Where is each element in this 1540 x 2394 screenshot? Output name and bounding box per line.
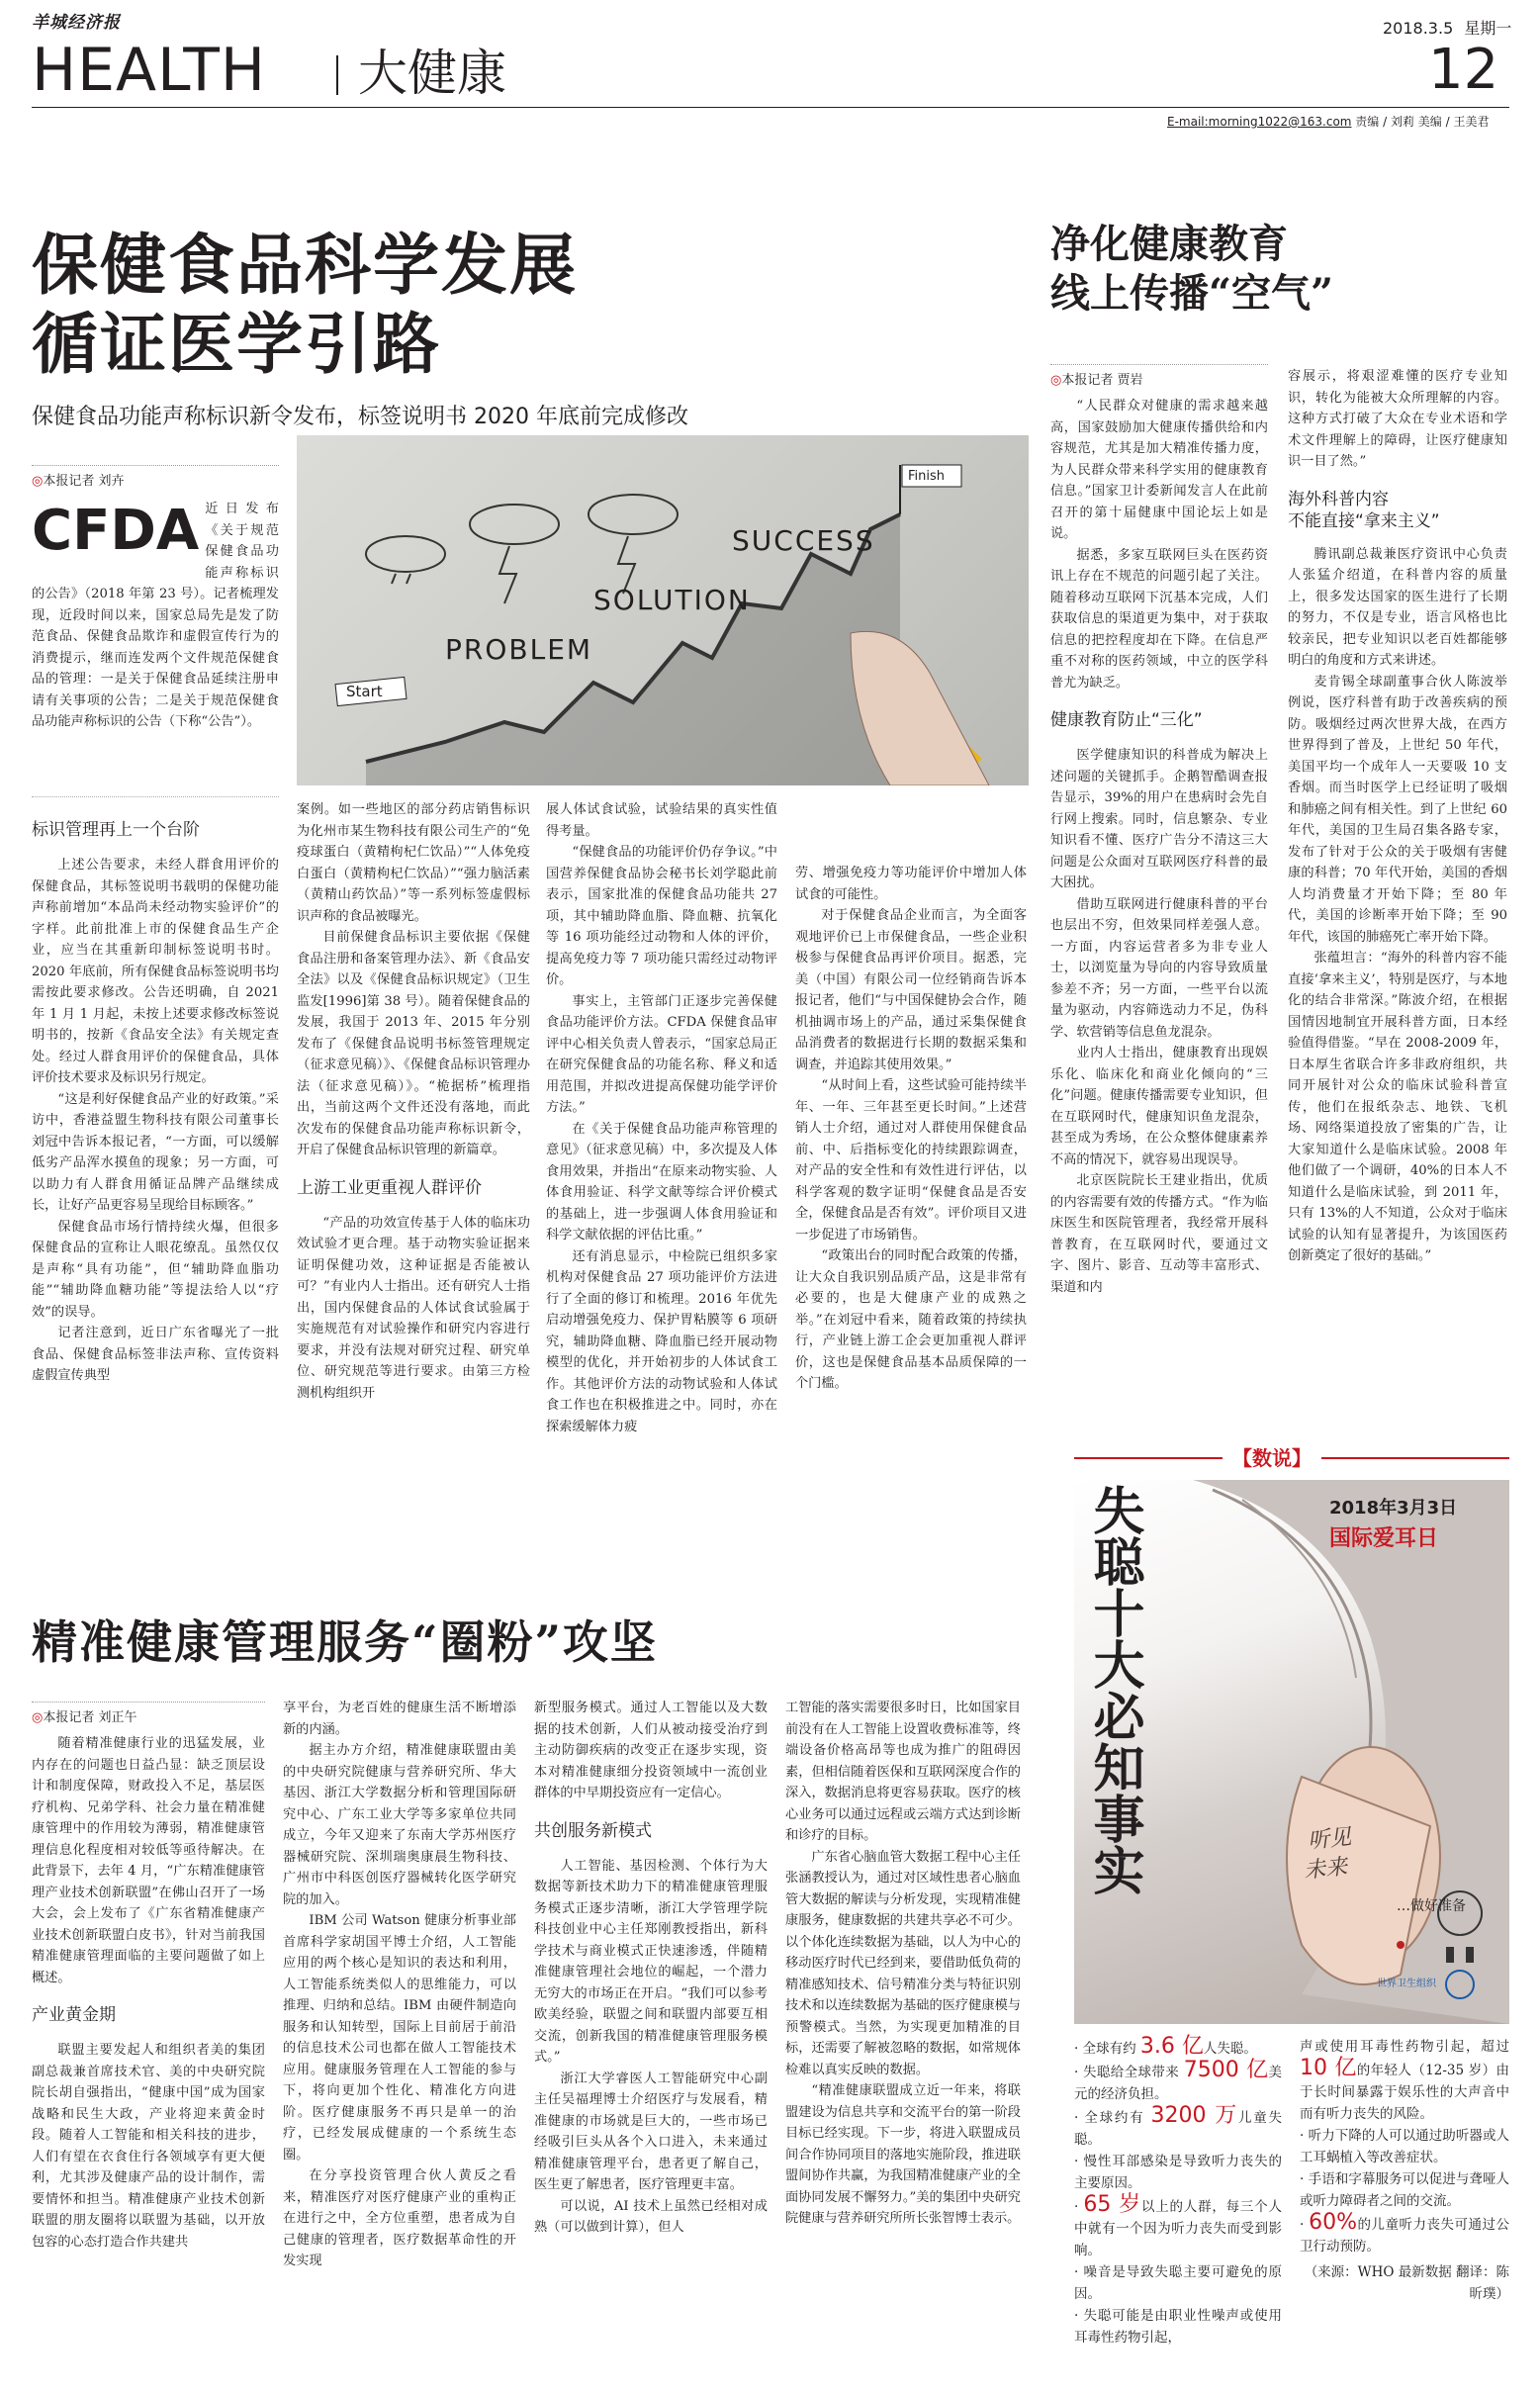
fact-item: · 慢性耳部感染是导致听力丧失的主要原因。 <box>1074 2154 1282 2191</box>
editors-text: 责编 / 刘莉 美编 / 王美君 <box>1355 115 1490 129</box>
section-cn: 大健康 <box>358 45 506 102</box>
issue-date <box>1383 16 1511 39</box>
fact-item: · 失聪可能是由职业性噪声或使用耳毒性药物引起， <box>1074 2308 1282 2346</box>
infobox <box>1074 1444 1509 2394</box>
fact-item: · 65 岁以上的人群，每三个人中就有一个因为听力丧失而受到影响。 <box>1074 2192 1282 2258</box>
byline-dot-icon: ◎ <box>32 1710 44 1725</box>
infobox-title: 失聪十大必知事实 <box>1084 1484 1144 1895</box>
infobox-event: 国际爱耳日 <box>1329 1526 1439 1551</box>
article3-col4: 工智能的落实需要很多时日，比如国家目前没有在人工智能上设置收费标准等，终端设备价格高昂等也成为推广的阻碍因素，但相信随着医保和互联网深度合作的深入，数据消息将更容易获取。医疗的核心业务可以通过远程或云端方式达到诊断和诊疗的目标。 广东省心脑血管大数据工程中心主任张涵教授认为，通过对区域性患者心脑血管大数据的解读与分析发现，实现精准健康服务，健康数据的共建共享必不可少。以个体化连续数据为基础，以人为中心的移动医疗时代已经到来，要借助低负荷的精准感知技术、信号精准分类与特征识别技术和以连续数据为基础的医疗健康模与预警模式。当然，为实现更加精准的目标，还需要了解被忽略的数据，如常规体检难以真实反映的数据。 “精准健康联盟成立近一年来，将联盟建设为信息共享和交流平台的第一阶段目标已经实现。下一步，将进入联盟成员间合作协同项目的落地实施阶段，推进联盟间协作共赢，为我国精准健康产业的全面协同发展不懈努力。”美的集团中央研究院健康与营养研究所所长张智博士表示。 <box>785 1701 1021 2226</box>
article1-title-line1: 保健食品科学发展 <box>32 226 578 304</box>
article1-rule <box>32 796 279 797</box>
article2-title <box>1050 220 1505 319</box>
weekday-text: 星期一 <box>1464 19 1512 38</box>
article1-col4: 劳、增强免疫力等功能评价中增加人体试食的可能性。 对于保健食品企业而言，为全面客观地评价已上市保健食品，一些企业积极参与保健食品再评价项目。据悉，完美（中国）有限公司一位经销商告诉本报记者，他们“与中国保健协会合作，随机抽调市场上的产品，通过采集保健食品消费者的数据进行长期的数据采集和调查，并追踪其使用效果。” “从时间上看，这些试验可能持续半年、一年、三年甚至更长时间。”上述营销人士介绍，通过对人群使用保健食品前、中、后指标变化的持续跟踪调查，对产品的安全性和有效性进行评估，以科学客观的数字证明“保健食品是否安全，保健食品是否有效”。评价项目又进一步促进了市场销售。 “政策出台的同时配合政策的传播，让大众自我识别品质产品，这是非常有必要的，也是大健康产业的成熟之举。”在刘冠中看来，随着政策的持续执行，产业链上游工企会更加重视人群评价，这也是保健食品基本品质保障的一个门槛。 <box>795 866 1027 1391</box>
date-text: 2018.3.5 <box>1383 19 1454 38</box>
fact-item: 声或使用耳毒性药物引起，超过 10 亿的年轻人（12-35 岁）由于长时间暴露于娱乐性的大声音中而有听力丧失的风险。 <box>1300 2039 1509 2122</box>
masthead-rule <box>32 107 1509 108</box>
lead-text: 近日发布《关于规范保健食品功能声称标识的公告》（2018 年第 23 号）。记者梳理发现，近段时间以来，国家总局先是发了防范食品、保健食品欺诈和虚假宣传行为的消费提示，继而连发两个文件规范保健食品的管理：一是关于保健食品延续注册申请有关事项的公告；二是关于规范保健食品功能声称标识的公告（下称“公告”）。 <box>32 502 279 729</box>
section-divider <box>336 55 338 95</box>
infobox-tag-bar <box>1074 1444 1509 1472</box>
hand-text-3: …做好准备 <box>1397 1898 1466 1914</box>
hand-text-1: 听见 <box>1307 1824 1353 1855</box>
article3-byline: ◎本报记者 刘正午 <box>32 1702 265 1725</box>
fact-item: · 全球有约 3.6 亿人失聪。 <box>1074 2034 1257 2059</box>
article2-title-line2: 线上传播“空气” <box>1050 270 1334 317</box>
infobox-tag: 【数说】 <box>1223 1444 1321 1472</box>
article2-colB: 容展示，将艰涩难懂的医疗专业知识，转化为能被大众所理解的内容。这种方式打破了大众在专业术语和学术文件理解上的障碍，让医疗健康知识一目了然。” 海外科普内容 不能直接“拿来主义” 腾讯副总裁兼医疗资讯中心负责人张猛介绍道，在科普内容的质量上，很多发达国家的医生进行了长期的努力，不仅是专业，语言风格也比较亲民，把专业知识以老百姓都能够明白的角度和方式来讲述。 麦肯锡全球副董事合伙人陈波举例说，医疗科普有助于改善疾病的预防。吸烟经过两次世界大战，在西方世界得到了普及，上世纪 50 年代，美国平均一个成年人一天要吸 10 支香烟。而当时医学上已经证明了吸烟和肺癌之间有相关性。到了上世纪 60 年代，美国的卫生局召集各路专家，发布了针对于公众的关于吸烟有害健康的科普；70 年代开始，美国的香烟人均消费量才开始下降；至 80 年代，美国的诊断率开始下降；至 90 年代，该国的肺癌死亡率开始下降。 张蕴坦言：“海外的科普内容不能直接‘拿来主义’，特别是医疗，与本地化的结合非常深。”陈波介绍，在根据国情因地制宜开展科普方面，日本经验值得借鉴。“早在 2008-2009 年，日本厚生省联合许多非政府组织，共同开展针对公众的临床试验科普宣传，他们在报纸杂志、地铁、飞机场、网络渠道投放了密集的广告，让大家知道什么是临床试验。2008 年他们做了一个调研，40%的日本人不知道什么是临床试验，到 2011 年，只有 13%的人不知道，公众对于临床试验的认知有显著提升，为该国医药创新奠定了很好的基础。” <box>1288 369 1507 1263</box>
img-word-finish: Finish <box>908 469 946 484</box>
article1-title <box>32 226 645 384</box>
byline-dot-icon: ◎ <box>32 474 44 489</box>
dropcap: CFDA <box>32 499 200 563</box>
hand-text-2: 未来 <box>1303 1854 1349 1885</box>
infobox-photo <box>1074 1480 1509 2024</box>
infobox-facts-left <box>1074 2036 1282 2348</box>
infobox-source: （来源：WHO 最新数据 翻译：陈昕璞） <box>1304 2264 1509 2302</box>
article1-title-line2: 循证医学引路 <box>32 305 441 383</box>
article1-col1: 标识管理再上一个台阶 上述公告要求，未经人群食用评价的保健食品，其标签说明书载明的保健功能声称前增加“本品尚未经动物实验评价”的字样。此前批准上市的保健食品生产企业，应当在其重新印制标签说明书时。2020 年底前，所有保健食品标签说明书均需按此要求修改。公告还明确，自 2021 年 1 月 1 月起，未按上述要求修改标签说明书的，按新《食品安全法》有关规定查处。经过人群食用评价的保健食品，具体评价技术要求及标识另行规定。 “这是利好保健食品产业的好政策。”采访中，香港益盟生物科技有限公司董事长刘冠中告诉本报记者，“一方面，可以缓解低劣产品浑水摸鱼的现象；另一方面，可以助力有人群食用循证品牌产品继续成长，让好产品更容易呈现给目标顾客。” 保健食品市场行情持续火爆，但很多保健食品的宣称让人眼花缭乱。虽然仅仅是声称“具有功能”，但“辅助降血脂功能”“辅助降血糖功能”等提法给人以“疗效”的误导。 记者注意到，近日广东省曝光了一批食品、保健食品标签非法声称、宣传资料虚假宣传典型 <box>32 820 279 1383</box>
article2-colA: “人民群众对健康的需求越来越高，国家鼓励加大健康传播供给和内容规范，尤其是加大精准传播力度，为人民群众带来科学实用的健康教育信息。”国家卫计委新闻发言人在此前召开的第十届健康中国论坛上如是说。 据悉，多家互联网巨头在医药资讯上存在不规范的问题引起了关注。随着移动互联网下沉基本完成，人们获取信息的渠道更为集中，对于获取信息的把控程度却在下降。在信息严重不对称的医药领域，中立的医学科普尤为缺乏。 健康教育防止“三化” 医学健康知识的科普成为解决上述问题的关键抓手。企鹅智酷调查报告显示，39%的用户在患病时会先自行网上搜索。同时，信息繁杂、专业知识看不懂、医疗广告分不清这三大问题是公众面对互联网医疗科普的最大困扰。 借助互联网进行健康科普的平台也层出不穷，但效果同样差强人意。一方面，内容运营者多为非专业人士，以浏览量为导向的内容导致质量参差不齐；另一方面，一些平台以流量为驱动，内容筛选动力不足，伪科学、软营销等信息鱼龙混杂。 业内人士指出，健康教育出现娱乐化、临床化和商业化倾向的“三化”问题。健康传播需要专业知识，但在互联网时代，健康知识鱼龙混杂，甚至成为秀场，在公众整体健康素养不高的情况下，就容易出现误导。 北京医院院长王建业指出，优质的内容需要有效的传播方式。“作为临床医生和医院管理者，我经常开展科普教育，在互联网时代，要通过文字、图片、影音、互动等丰富形式、渠道和内 <box>1050 399 1268 1295</box>
infobox-date: 2018年3月3日 <box>1329 1498 1458 1519</box>
article2-title-line1: 净化健康教育 <box>1050 221 1288 267</box>
byline-dot-icon: ◎ <box>1050 373 1062 388</box>
fact-item: · 手语和字幕服务可以促进与聋哑人或听力障碍者之间的交流。 <box>1300 2171 1510 2209</box>
page-number: 12 <box>1428 38 1499 102</box>
article3-subhead-1: 产业黄金期 <box>32 2005 116 2025</box>
img-word-problem: PROBLEM <box>445 633 593 666</box>
fact-item: · 失聪给全球带来 7500 亿美元的经济负担。 <box>1074 2058 1282 2102</box>
img-word-start: Start <box>346 683 383 700</box>
article2-subhead-1: 健康教育防止“三化” <box>1050 710 1203 730</box>
img-word-success: SUCCESS <box>732 524 875 557</box>
infobox-facts-right <box>1300 2036 1509 2305</box>
masthead <box>0 0 1540 129</box>
article2-byline: ◎本报记者 贾岩 <box>1050 364 1268 388</box>
article3-col3: 新型服务模式。通过人工智能以及大数据的技术创新，人们从被动接受治疗到主动防御疾病的改变正在逐步实现，资本对精准健康细分投资领域中一流创业群体的中早期投资应有一定信心。 共创服务新模式 人工智能、基因检测、个体行为大数据等新技术助力下的精准健康管理服务模式正逐步清晰，浙江大学管理学院科技创业中心主任郑刚教授指出，新科学技术与商业模式正快速渗透，伴随精准健康管理社会地位的崛起，一个潜力无穷大的市场正在开启。“我们可以参考欧美经验，联盟之间和联盟内部要互相交流，创新我国的精准健康管理服务模式。” 浙江大学睿医人工智能研究中心副主任吴福理博士介绍医疗与发展看，精准健康的市场就是巨大的，一些市场已经吸引巨头从各个入口进入，未来通过精准健康管理平台，患者更了解自己，医生更了解患者，医疗管理更丰富。 可以说，AI 技术上虽然已经相对成熟（可以做到计算），但人 <box>534 1701 768 2235</box>
fact-item: · 60%的儿童听力丧失可通过公卫行动预防。 <box>1300 2210 1509 2255</box>
who-label: 世界卫生组织 <box>1377 1979 1436 1989</box>
article1-subhead-2: 上游工业更重视人群评价 <box>297 1177 482 1198</box>
newspaper-logo: 羊城经济报 <box>32 13 121 33</box>
article1-subtitle: 保健食品功能声称标识新令发布，标签说明书 2020 年底前完成修改 <box>32 405 688 429</box>
img-word-solution: SOLUTION <box>593 584 751 616</box>
article1-subhead-1: 标识管理再上一个台阶 <box>32 820 200 840</box>
article3-subhead-2: 共创服务新模式 <box>534 1820 652 1841</box>
fact-item: · 噪音是导致失聪主要可避免的原因。 <box>1074 2264 1282 2302</box>
article3-col2: 享平台，为老百姓的健康生活不断增添新的内涵。 据主办方介绍，精准健康联盟由美的中央研究院健康与营养研究所、华大基因、浙江大学数据分析和管理国际研究中心、广东工业大学等多家单位共同成立，今年又迎来了东南大学苏州医疗器械研究院、深圳瑞奥康晨生物科技、广州市中科医创医疗器械转化医学研究院的加入。 IBM 公司 Watson 健康分析事业部首席科学家胡国平博士介绍，人工智能应用的两个核心是知识的表达和利用，人工智能系统类似人的思维能力，可以推理、归纳和总结。IBM 由硬件制造向服务和认知转型，国际上目前居于前沿的信息技术公司也都在做人工智能技术应用。健康服务管理在人工智能的参与下，将向更加个性化、精准化方向进阶。医疗健康服务不再只是单一的治疗，已经发展成健康的一个系统生态圈。 在分享投资管理合伙人黄反之看来，精准医疗对医疗健康产业的重构正在进行之中，全方位重塑，患者成为自己健康的管理者，医疗数据革命性的开发实现 <box>283 1701 516 2268</box>
article1-lead <box>32 499 279 733</box>
article1-col3: 展人体试食试验，试验结果的真实性值得考量。 “保健食品的功能评价仍存争议。”中国营养保健食品协会秘书长刘学聪此前表示，国家批准的保健食品功能共 27 项，其中辅助降血脂、降血糖、抗氧化等 16 项功能经过动物和人体的评价，提高免疫力等 7 项功能只需经过动物评价。 事实上，主管部门正逐步完善保健食品功能评价方法。CFDA 保健食品审评中心相关负责人曾表示，“国家总局正在研究保健食品的功能名称、释义和适用范围，并拟改进提高保健功能学评价方法。” 在《关于保健食品功能声称管理的意见》（征求意见稿）中，多次提及人体食用效果，并指出“在原来动物实验、人体食用验证、科学文献等综合评价模式的基础上，进一步强调人体食用验证和科学文献依据的评估比重。” 还有消息显示，中检院已组织多家机构对保健食品 27 项功能评价方法进行了全面的修订和梳理。2016 年优先启动增强免疫力、保护胃粘膜等 6 项研究，辅助降血糖、降血脂已经开展动物模型的优化，并开始初步的人体试食工作。其他评价方法的动物试验和人体试食工作也在积极推进之中。同时，亦在探索缓解体力疲 <box>546 802 777 1434</box>
article1-illustration <box>297 435 1029 785</box>
section-en: HEALTH <box>32 36 267 105</box>
article1-byline: ◎本报记者 刘卉 <box>32 465 279 489</box>
article3-title: 精准健康管理服务“圈粉”攻坚 <box>32 1615 658 1669</box>
editor-credits <box>1167 113 1489 130</box>
fact-item: · 听力下降的人可以通过助听器或人工耳蜗植入等改善症状。 <box>1300 2128 1510 2165</box>
fact-item: · 全球约有 3200 万儿童失聪。 <box>1074 2103 1283 2148</box>
article1-col2: 案例。如一些地区的部分药店销售标识为化州市某生物科技有限公司生产的“免疫球蛋白（黄精枸杞仁饮品）”“人体免疫白蛋白（黄精枸杞仁饮品）”“强力脑活素（黄精山药饮品）”等一系列标签虚假标识声称的食品被曝光。 目前保健食品标识主要依据《保健食品注册和备案管理办法》、新《食品安全法》以及《保健食品标识规定》（卫生监发[1996]第 38 号）。随着保健食品的发展，我国于 2013 年、2015 年分别发布了《保健食品说明书标签管理规定（征求意见稿）》、《保健食品标识管理办法（征求意见稿）》。“桅据桥”梳理指出，当前这两个文件还没有落地，而此次发布的保健食品功能声称标识新令，开启了保健食品标识管理的新篇章。 上游工业更重视人群评价 “产品的功效宣传基于人体的临床功效试验才更合理。基于动物实验证据来证明保健功效，这种证据是否能被认可？”有业内人士指出。还有研究人士指出，国内保健食品的人体试食试验属于实施规范有对试验操作和研究内容进行要求，并没有法规对研究过程、研究单位、研究规范等进行要求。由第三方检测机构组织开 <box>297 802 530 1401</box>
article3-col1: 随着精准健康行业的迅猛发展，业内存在的问题也日益凸显：缺乏顶层设计和制度保障，财政投入不足，基层医疗机构、兄弟学科、社会力量在精准健康管理中的作用较为薄弱，精准健康管理信息化程度相对较低等亟待解决。在此背景下，去年 4 月，“广东精准健康管理产业技术创新联盟”在佛山召开了一场大会，会上发布了《广东省精准健康产业技术创新联盟白皮书》，针对当前我国精准健康管理面临的主要问题做了如上概述。 产业黄金期 联盟主要发起人和组织者美的集团副总裁兼首席技术官、美的中央研究院院长胡自强指出，“健康中国”成为国家战略和民生大政，产业将迎来黄金时段。随着人工智能和相关科技的进步，人们有望在衣食住行各领域享有更大便利，尤其涉及健康产品的设计制作，需要情怀和担当。精准健康产业技术创新联盟的朋友圈将以联盟为基础，以开放包容的心态打造合作共建共 <box>32 1736 265 2250</box>
article2-subhead-2: 海外科普内容 不能直接“拿来主义” <box>1288 489 1440 531</box>
email-text: E-mail:morning1022@163.com <box>1167 115 1352 129</box>
